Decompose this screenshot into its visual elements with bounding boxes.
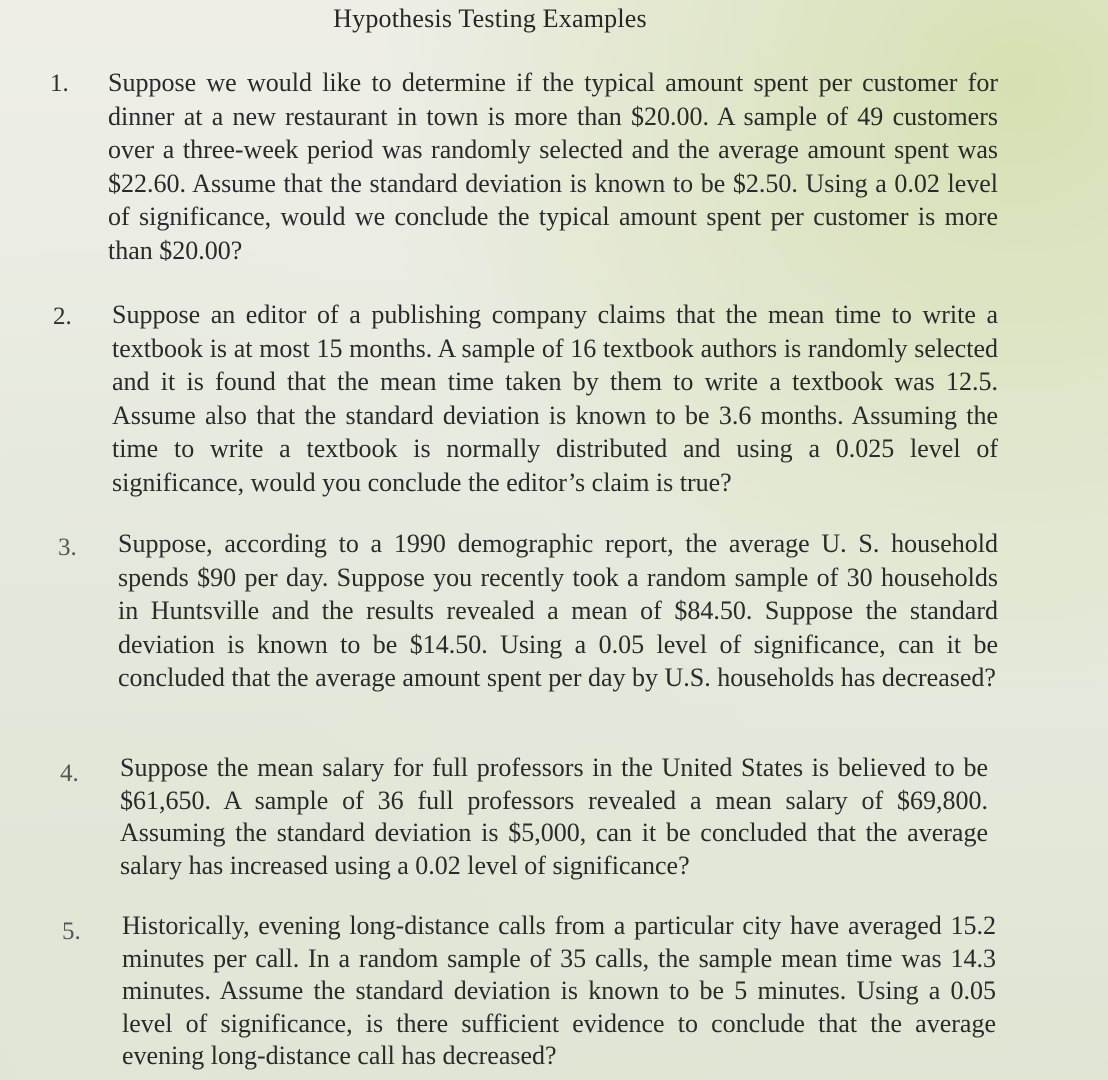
question-text: Suppose an editor of a publishing company claims that the mean time to write a textbook is at most 15 months. A sample of 16 textbook authors is randomly selected and it is found that the mean time taken by them to write a textbook was 12.5. Assume also that the standard deviation is known to be 3.6 months. Assuming the time to write a textbook is normally distributed and using a 0.025 level of significance, would you conclude the editor’s claim is true? — [112, 300, 998, 497]
question-text: Suppose the mean salary for full professors in the United States is believed to be $61,650. A sample of 36 full professors revealed a mean salary of $69,800. Assuming the standard deviation is $5,000, can it be concluded that the average salary has increased using a 0.02 level of significance? — [120, 753, 988, 880]
question-number: 4. — [60, 760, 79, 787]
question-number: 3. — [58, 534, 77, 561]
question-number: 5. — [62, 918, 81, 945]
question-number: 2. — [53, 303, 72, 330]
question-text: Suppose, according to a 1990 demographic report, the average U. S. household spends $90 per day. Suppose you recently took a random sample of 30 households in Huntsville and the results revealed a mean of $84.50. Suppose the standard deviation is known to be $14.50. Using a 0.05 level of significance, can it be concluded that the average amount spent per day by U.S. households has decreased? — [118, 529, 998, 692]
question-text: Suppose we would like to determine if the typical amount spent per customer for dinner at a new restaurant in town is more than $20.00. A sample of 49 customers over a three-week period was randomly selected and the average amount spent was $22.60. Assume that the standard deviation is known to be $2.50. Using a 0.02 level of significance, would we conclude the typical amount spent per customer is more than $20.00? — [108, 68, 998, 265]
page-title: Hypothesis Testing Examples — [333, 4, 647, 33]
question-text: Historically, evening long-distance calls from a particular city have averaged 15.2 minutes per call. In a random sample of 35 calls, the sample mean time was 14.3 minutes. Assume the standard deviation is known to be 5 minutes. Using a 0.05 level of significance, is there sufficient evidence to conclude that the average evening long-distance call has decreased? — [122, 911, 996, 1070]
question-number: 1. — [50, 70, 69, 97]
